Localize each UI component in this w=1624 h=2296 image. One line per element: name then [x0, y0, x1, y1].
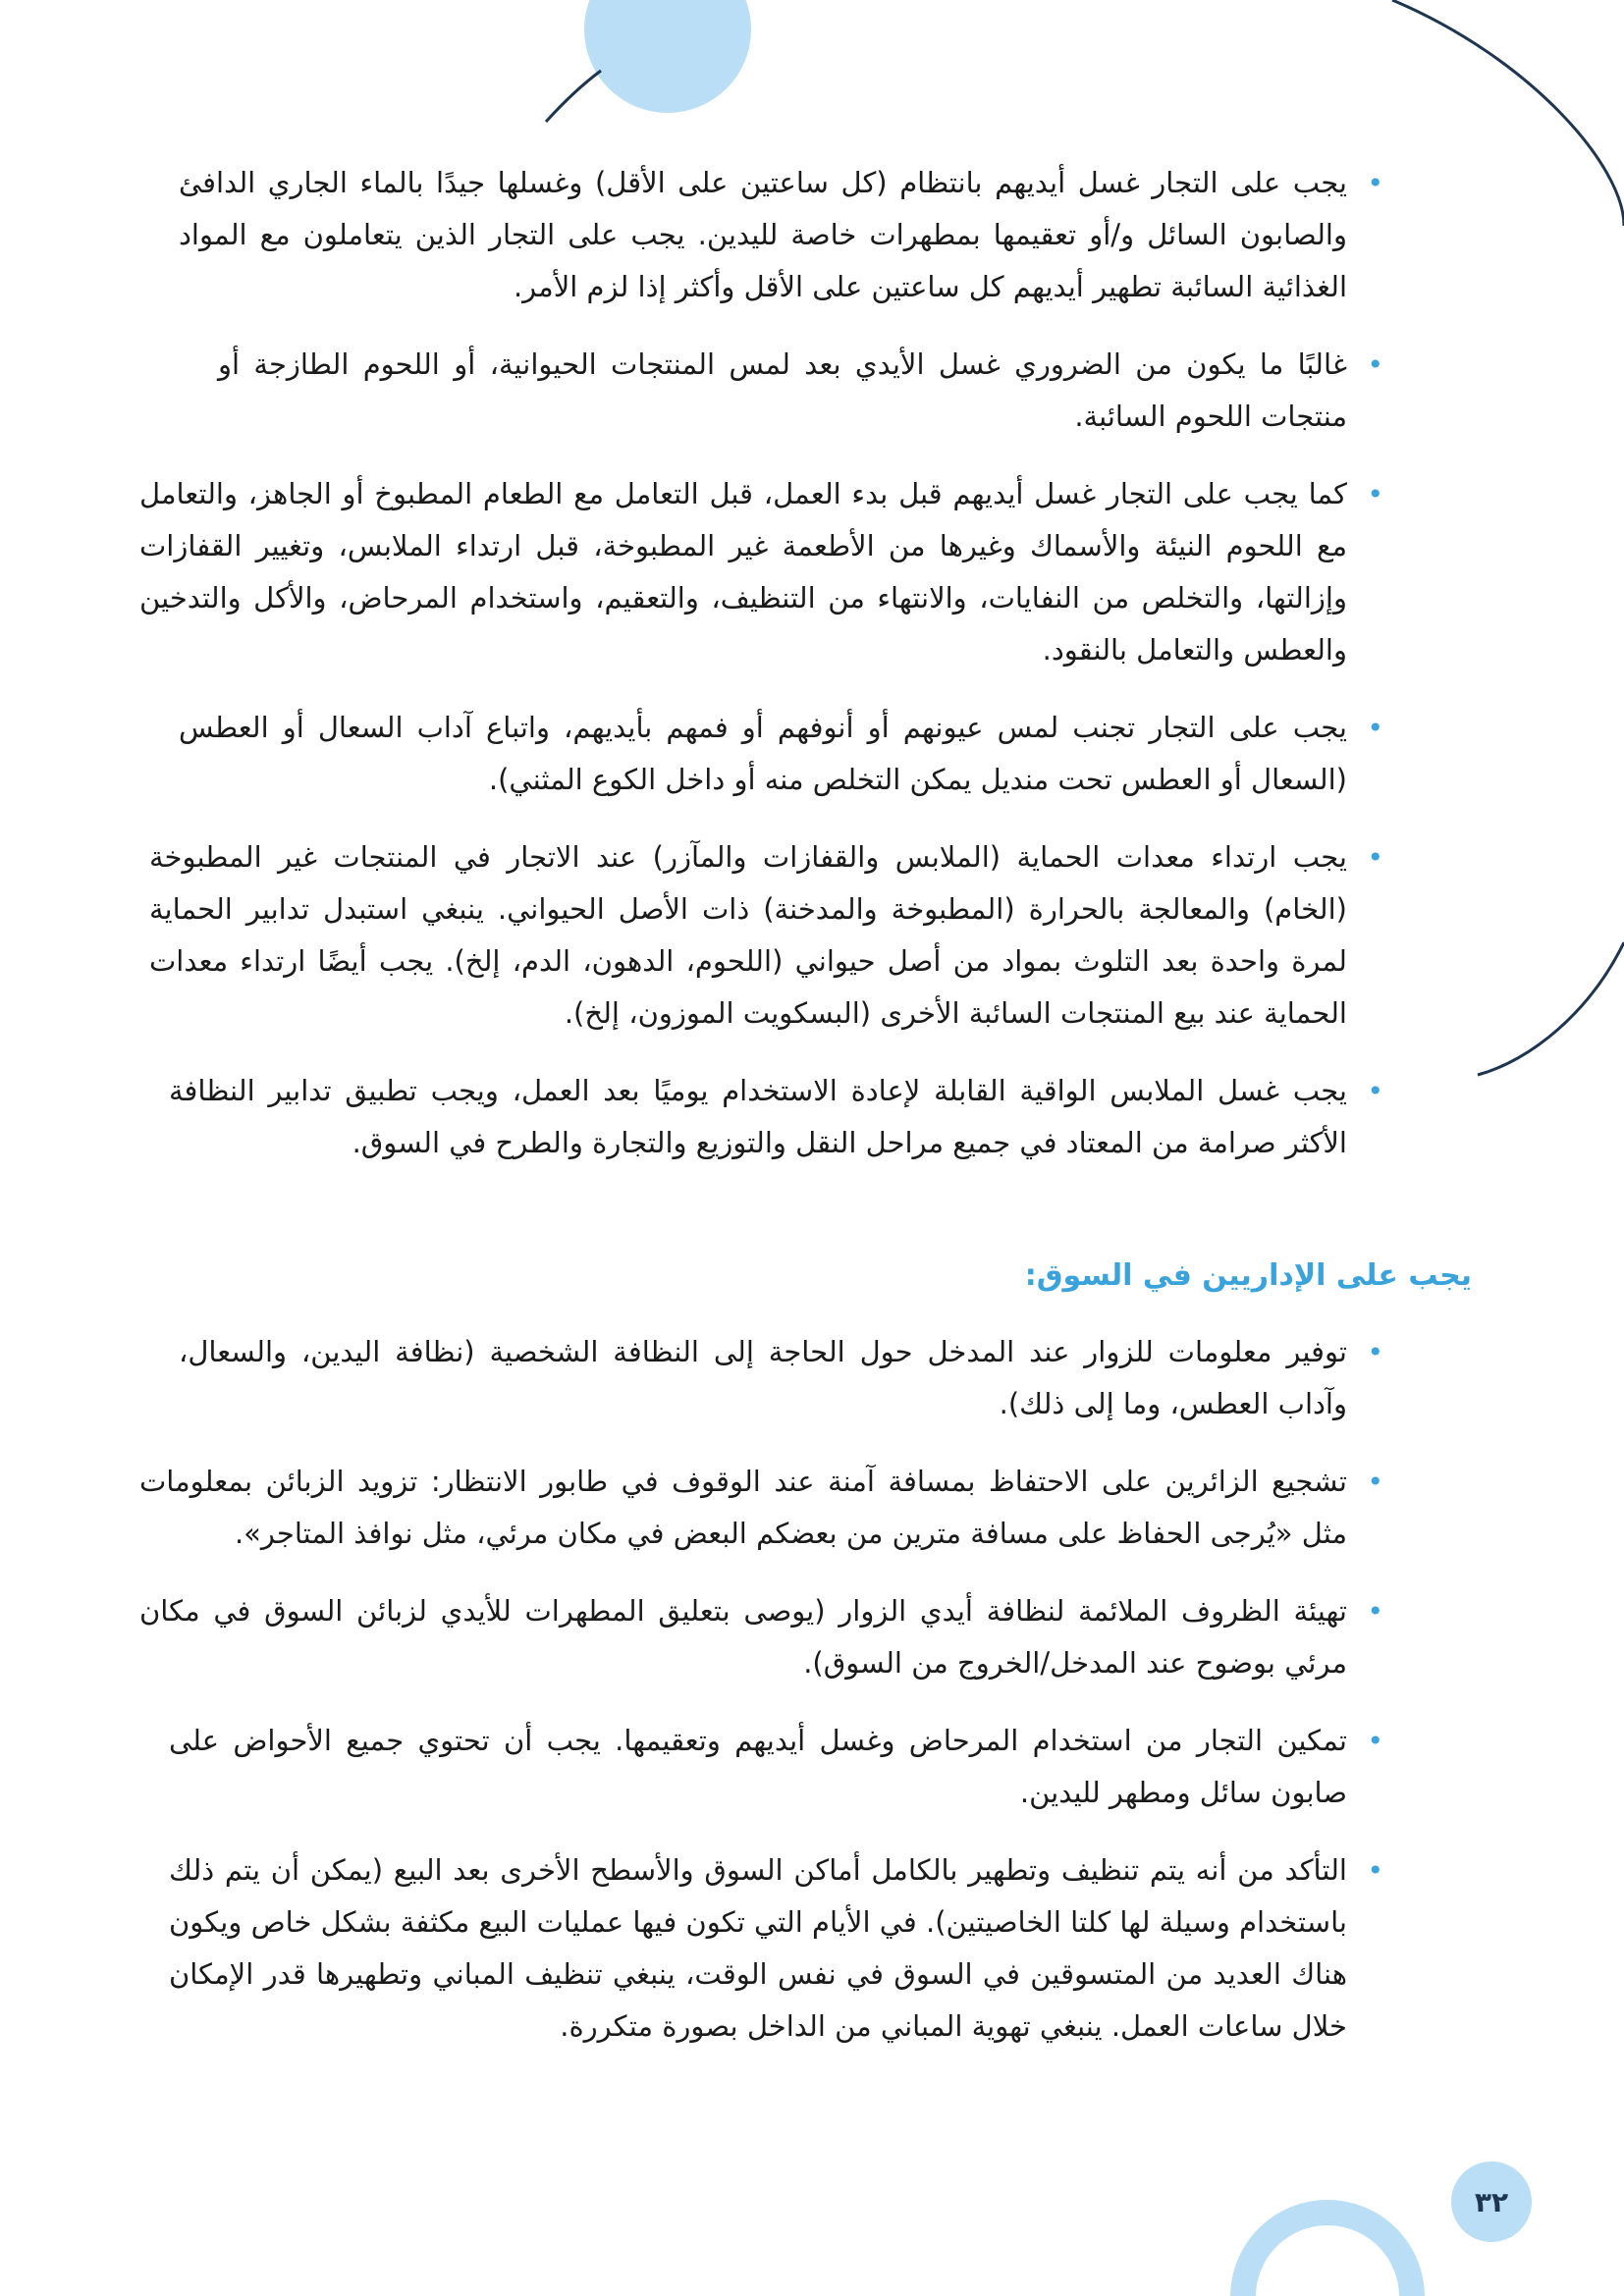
page-number: ٣٢ [1451, 2162, 1532, 2242]
section-heading: يجب على الإداريين في السوق: [1024, 1258, 1472, 1293]
list-item: • توفير معلومات للزوار عند المدخل حول الحاجة إلى النظافة الشخصية (نظافة اليدين، والسعال، وآداب العطس، وما إلى ذلك). [179, 1326, 1383, 1430]
traders-bullet-list [139, 157, 1383, 1169]
bottom-ring-decoration [1243, 2213, 1412, 2296]
top-circle-decoration [584, 0, 751, 113]
list-item: • يجب ارتداء معدات الحماية (الملابس والقفازات والمآزر) عند الاتجار في المنتجات غير المطبوخة (الخام) والمعالجة بالحرارة (المطبوخة والمدخنة) ذات الأصل الحيواني. ينبغي استبدل تدابير الحماية لمرة واحدة بعد التلوث بمواد من أصل حيواني (اللحوم، الدهون، الدم، إلخ). يجب أيضًا ارتداء معدات الحماية عند بيع المنتجات السائبة الأخرى (البسكويت الموزون، إلخ). [149, 831, 1383, 1040]
list-item: • تشجيع الزائرين على الاحتفاظ بمسافة آمنة عند الوقوف في طابور الانتظار: تزويد الزبائن بمعلومات مثل «يُرجى الحفاظ على مسافة مترين من بعضكم البعض في مكان مرئي، مثل نوافذ المتاجر». [139, 1456, 1383, 1560]
right-arc-decoration [1392, 0, 1624, 226]
top-left-arc-decoration [546, 71, 601, 122]
list-item: • يجب على التجار تجنب لمس عيونهم أو أنوفهم أو فمهم بأيديهم، واتباع آداب السعال أو العطس (السعال أو العطس تحت منديل يمكن التخلص منه أو داخل الكوع المثني). [179, 702, 1383, 806]
list-item: • يجب غسل الملابس الواقية القابلة لإعادة الاستخدام يوميًا بعد العمل، ويجب تطبيق تدابير النظافة الأكثر صرامة من المعتاد في جميع مراحل النقل والتوزيع والتجارة والطرح في السوق. [169, 1065, 1383, 1169]
admins-bullet-list [139, 1326, 1383, 2053]
list-item: • تمكين التجار من استخدام المرحاض وغسل أيديهم وتعقيمها. يجب أن تحتوي جميع الأحواض على صابون سائل ومطهر لليدين. [169, 1715, 1383, 1819]
list-item: • يجب على التجار غسل أيديهم بانتظام (كل ساعتين على الأقل) وغسلها جيدًا بالماء الجاري الدافئ والصابون السائل و/أو تعقيمها بمطهرات خاصة لليدين. يجب على التجار الذين يتعاملون مع المواد الغذائية السائبة تطهير أيديهم كل ساعتين على الأقل وأكثر إذا لزم الأمر. [179, 157, 1383, 313]
list-item: • تهيئة الظروف الملائمة لنظافة أيدي الزوار (يوصى بتعليق المطهرات للأيدي لزبائن السوق في مكان مرئي بوضوح عند المدخل/الخروج من السوق). [139, 1585, 1383, 1689]
list-item: • كما يجب على التجار غسل أيديهم قبل بدء العمل، قبل التعامل مع الطعام المطبوخ أو الجاهز، والتعامل مع اللحوم النيئة والأسماك وغيرها من الأطعمة غير المطبوخة، قبل ارتداء الملابس، وتغيير القفازات وإزالتها، والتخلص من النفايات، والانتهاء من التنظيف، والتعقيم، واستخدام المرحاض، والأكل والتدخين والعطس والتعامل بالنقود. [139, 468, 1383, 676]
right-lower-arc-decoration [1478, 942, 1624, 1075]
main-content [139, 157, 1472, 2078]
list-item: • التأكد من أنه يتم تنظيف وتطهير بالكامل أماكن السوق والأسطح الأخرى بعد البيع (يمكن أن يتم ذلك باستخدام وسيلة لها كلتا الخاصيتين). في الأيام التي تكون فيها عمليات البيع مكثفة بشكل خاص ويكون هناك العديد من المتسوقين في السوق في نفس الوقت، ينبغي تنظيف المباني وتطهيرها قدر الإمكان خلال ساعات العمل. ينبغي تهوية المباني من الداخل بصورة متكررة. [169, 1844, 1383, 2053]
list-item: • غالبًا ما يكون من الضروري غسل الأيدي بعد لمس المنتجات الحيوانية، أو اللحوم الطازجة أو منتجات اللحوم السائبة. [218, 339, 1383, 443]
